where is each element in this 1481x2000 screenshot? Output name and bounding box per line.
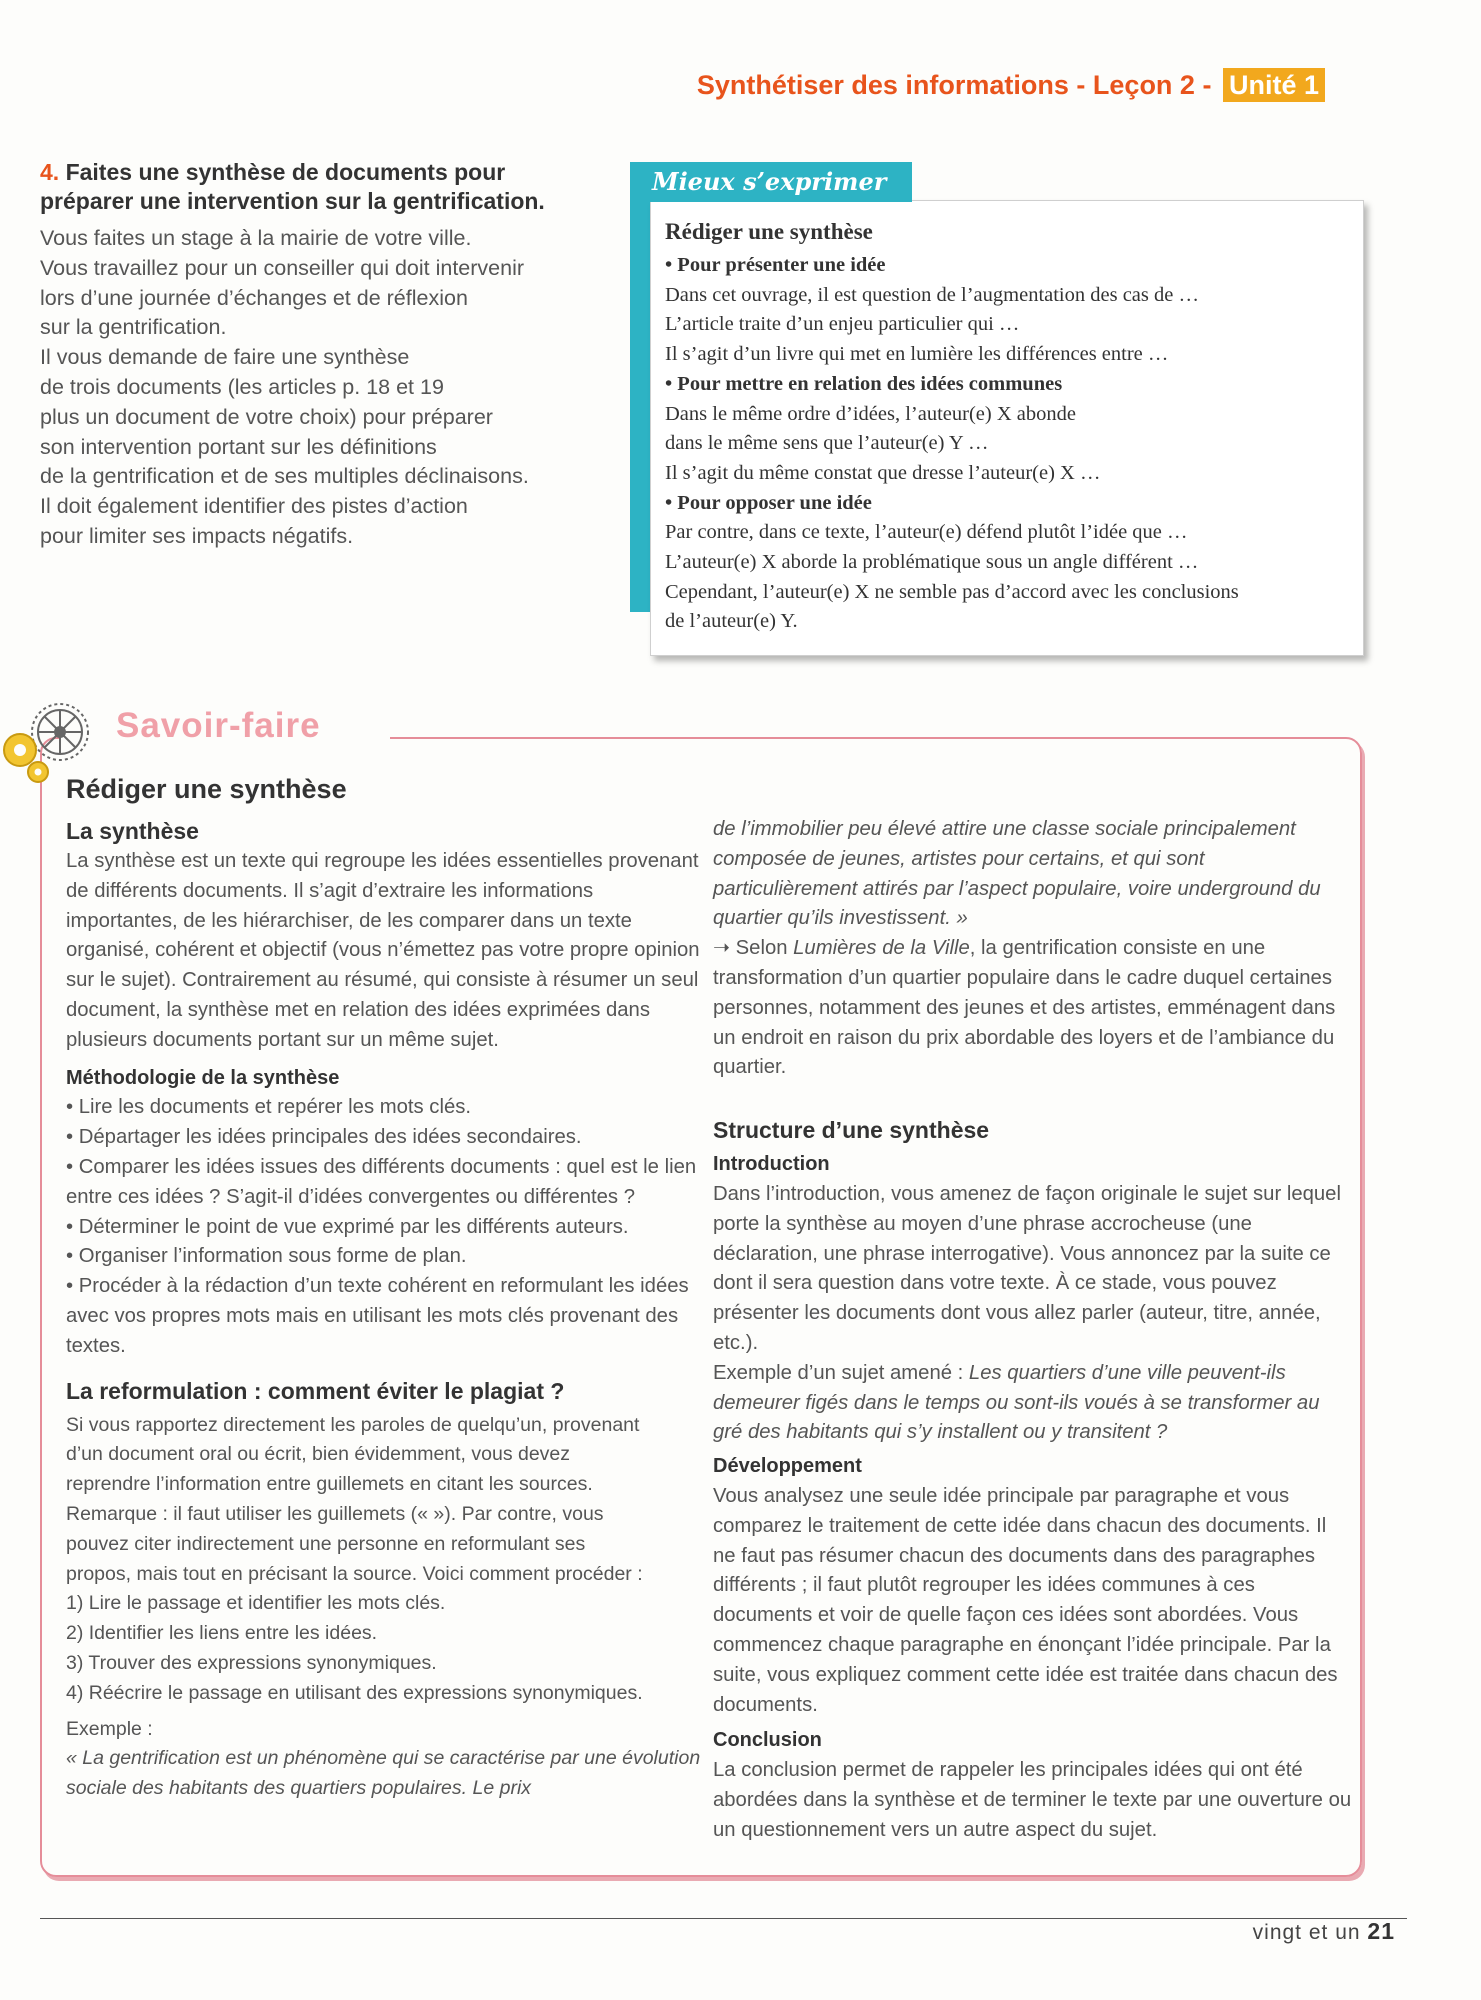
mieux-section-heading: • Pour mettre en relation des idées communes (665, 372, 1063, 395)
exercise-line: Il doit également identifier des pistes d’action (40, 494, 468, 519)
mieux-phrase: Dans cet ouvrage, il est question de l’augmentation des cas de … (665, 283, 1199, 306)
reformulation-line: propos, mais tout en précisant la source. Voici comment procéder : (66, 1562, 643, 1585)
structure-heading: Structure d’une synthèse (713, 1117, 990, 1144)
developpement-heading: Développement (713, 1455, 862, 1478)
exercise-line: Il vous demande de faire une synthèse (40, 345, 410, 370)
mieux-section-heading: • Pour opposer une idée (665, 491, 872, 514)
exercise-line: Vous faites un stage à la mairie de votre ville. (40, 226, 472, 250)
mieux-phrase: Cependant, l’auteur(e) X ne semble pas d’accord avec les conclusions (665, 580, 1239, 603)
selon-paragraph (713, 934, 1353, 1083)
mieux-phrase: de l’auteur(e) Y. (665, 610, 798, 633)
unit-badge: Unité 1 (1223, 68, 1325, 102)
selon-source: Lumières de la Ville (793, 937, 970, 960)
page-footer (1253, 1918, 1395, 1945)
reformulation-line: Si vous rapportez directement les paroles de quelqu’un, provenant (66, 1413, 640, 1436)
example-subject: Les quartiers d’une ville peuvent-ils demeurer figés dans le temps ou sont-ils voués à se transformer au gré des habitants qui s’y installent ou y transitent ? (713, 1361, 1320, 1444)
lesson-title: Synthétiser des informations - Leçon 2 - (696, 70, 1212, 100)
exercise-line: son intervention portant sur les définitions (40, 434, 437, 459)
exercise-heading (40, 158, 600, 216)
savoir-faire-right-column (713, 815, 1353, 1846)
reformulation-line: reprendre l’information entre guillemets en citant les sources. (66, 1473, 593, 1496)
reformulation-step: 3) Trouver des expressions synonymiques. (66, 1651, 437, 1674)
example-quote-start: « La gentrification est un phénomène qui se caractérise par une évolution sociale des habitants des quartiers populaires. Le prix (66, 1747, 701, 1800)
mieux-phrase: L’article traite d’un enjeu particulier qui … (665, 313, 1020, 336)
methodologie-item: • Départager les idées principales des idées secondaires. (66, 1126, 582, 1149)
reformulation-step: 1) Lire le passage et identifier les mots clés. (66, 1592, 446, 1615)
savoir-faire-title: Rédiger une synthèse (66, 774, 347, 804)
exercise-heading-line2: préparer une intervention sur la gentrification. (40, 188, 545, 214)
methodologie-heading: Méthodologie de la synthèse (66, 1066, 340, 1089)
exercise-line: plus un document de votre choix) pour préparer (40, 404, 493, 429)
reformulation-step: 4) Réécrire le passage en utilisant des expressions synonymiques. (66, 1681, 643, 1704)
developpement-text: Vous analysez une seule idée principale par paragraphe et vous comparez le traitement de cette idée dans chacun des documents. Il ne faut pas résumer chacun des documents dans des paragraphes différents ; il faut plutôt regrouper les idées communes à ces documents et voir de quelle façon ces idées sont abordées. Vous commencez chaque paragraphe en énonçant l’idée principale. Par la suite, vous expliquez comment cette idée est traitée dans chacun des documents. (713, 1484, 1338, 1716)
methodologie-item: • Déterminer le point de vue exprimé par les différents auteurs. (66, 1215, 629, 1238)
mieux-phrase: Par contre, dans ce texte, l’auteur(e) défend plutôt l’idée que … (665, 521, 1188, 544)
example-quote-end: de l’immobilier peu élevé attire une classe sociale principalement composée de jeunes, artistes pour certains, et qui sont particulièrement attirés par l’aspect populaire, voire underground du quartier qu’ils investissent. » (713, 818, 1321, 930)
exercise-number: 4. (40, 159, 60, 185)
exercise-line: de la gentrification et de ses multiples déclinaisons. (40, 464, 529, 489)
mieux-phrase: Il s’agit du même constat que dresse l’auteur(e) X … (665, 461, 1101, 484)
page-number-words: vingt et un (1252, 1921, 1361, 1944)
synthese-text: La synthèse est un texte qui regroupe les idées essentielles provenant de différents documents. Il s’agit d’extraire les informations importantes, de les hiérarchiser, de les comparer dans un texte organisé, cohérent et objectif (vous n’émettez pas votre propre opinion sur le sujet). Contrairement au résumé, qui consiste à résumer un seul document, la synthèse met en relation des idées exprimées dans plusieurs documents portant sur un même sujet. (66, 850, 700, 1051)
introduction-text: Dans l’introduction, vous amenez de façon originale le sujet sur lequel porte la synthèse au moyen d’une phrase accrocheuse (une déclaration, une phrase interrogative). Vous annoncez par la suite ce dont il sera question dans votre texte. À ce stade, vous pouvez présenter les documents dont vous allez parler (auteur, titre, année, etc.). (713, 1182, 1341, 1354)
exercise-line: sur la gentrification. (40, 315, 227, 340)
exercise-line: Vous travaillez pour un conseiller qui doit intervenir (40, 255, 525, 280)
savoir-faire-left-column (66, 816, 706, 1804)
mieux-sexprimer-tab: Mieux s’exprimer (630, 162, 912, 202)
methodologie-item: • Comparer les idées issues des différents documents : quel est le lien entre ces idées ? S’agit-il d’idées convergentes ou différentes ? (66, 1155, 697, 1208)
reformulation-heading: La reformulation : comment éviter le plagiat ? (66, 1377, 565, 1404)
mieux-box-title: Rédiger une synthèse (665, 219, 873, 244)
conclusion-heading: Conclusion (713, 1729, 822, 1752)
footer-rule (40, 1918, 1407, 1919)
exercise-heading-line1: Faites une synthèse de documents pour (65, 159, 506, 185)
methodologie-item: • Procéder à la rédaction d’un texte cohérent en reformulant les idées avec vos propres mots mais en utilisant les mots clés provenant des textes. (66, 1275, 689, 1357)
mieux-section-heading: • Pour présenter une idée (665, 254, 886, 276)
mieux-phrase: dans le même sens que l’auteur(e) Y … (665, 432, 989, 455)
introduction-heading: Introduction (713, 1153, 830, 1176)
mieux-phrase: Il s’agit d’un livre qui met en lumière les différences entre … (665, 343, 1169, 366)
exercise-line: pour limiter ses impacts négatifs. (40, 523, 354, 548)
exercise-line: de trois documents (les articles p. 18 et 19 (40, 374, 444, 399)
mieux-box-accent-stripe (630, 198, 652, 612)
reformulation-step: 2) Identifier les liens entre les idées. (66, 1622, 378, 1645)
methodologie-item: • Lire les documents et repérer les mots clés. (66, 1096, 472, 1119)
exercise-body (40, 224, 600, 552)
introduction-example (713, 1359, 1353, 1448)
exercise-line: lors d’une journée d’échanges et de réflexion (40, 285, 468, 310)
reformulation-line: Remarque : il faut utiliser les guillemets (« »). Par contre, vous (66, 1502, 604, 1525)
page-number: 21 (1367, 1918, 1395, 1944)
selon-prefix: Selon (735, 937, 788, 960)
conclusion-text: La conclusion permet de rappeler les principales idées qui ont été abordées dans la synthèse et de terminer le texte par une ouverture ou un questionnement vers un autre aspect du sujet. (713, 1759, 1352, 1841)
reformulation-line: d’un document oral ou écrit, bien évidemment, vous devez (66, 1443, 571, 1466)
methodologie-item: • Organiser l’information sous forme de plan. (66, 1245, 467, 1268)
mieux-sexprimer-box (650, 200, 1364, 656)
example-prefix: Exemple d’un sujet amené : (713, 1361, 964, 1384)
mieux-phrase: L’auteur(e) X aborde la problématique sous un angle différent … (665, 551, 1199, 574)
selon-text: , la gentrification consiste en une transformation d’un quartier populaire dans le cadre duquel certaines personnes, notamment des jeunes et des artistes, emménagent dans un endroit en raison du prix abordable des loyers et de l’ambiance du quartier. (713, 937, 1336, 1079)
reformulation-line: pouvez citer indirectement une personne en reformulant ses (66, 1532, 586, 1555)
savoir-faire-label: Savoir-faire (116, 706, 321, 745)
mieux-phrase: Dans le même ordre d’idées, l’auteur(e) X abonde (665, 402, 1076, 425)
page-header-title (697, 68, 1325, 102)
exercise-4 (40, 158, 600, 552)
arrow-icon: ➝ (713, 937, 730, 960)
example-label: Exemple : (66, 1717, 153, 1740)
synthese-heading: La synthèse (66, 818, 199, 844)
